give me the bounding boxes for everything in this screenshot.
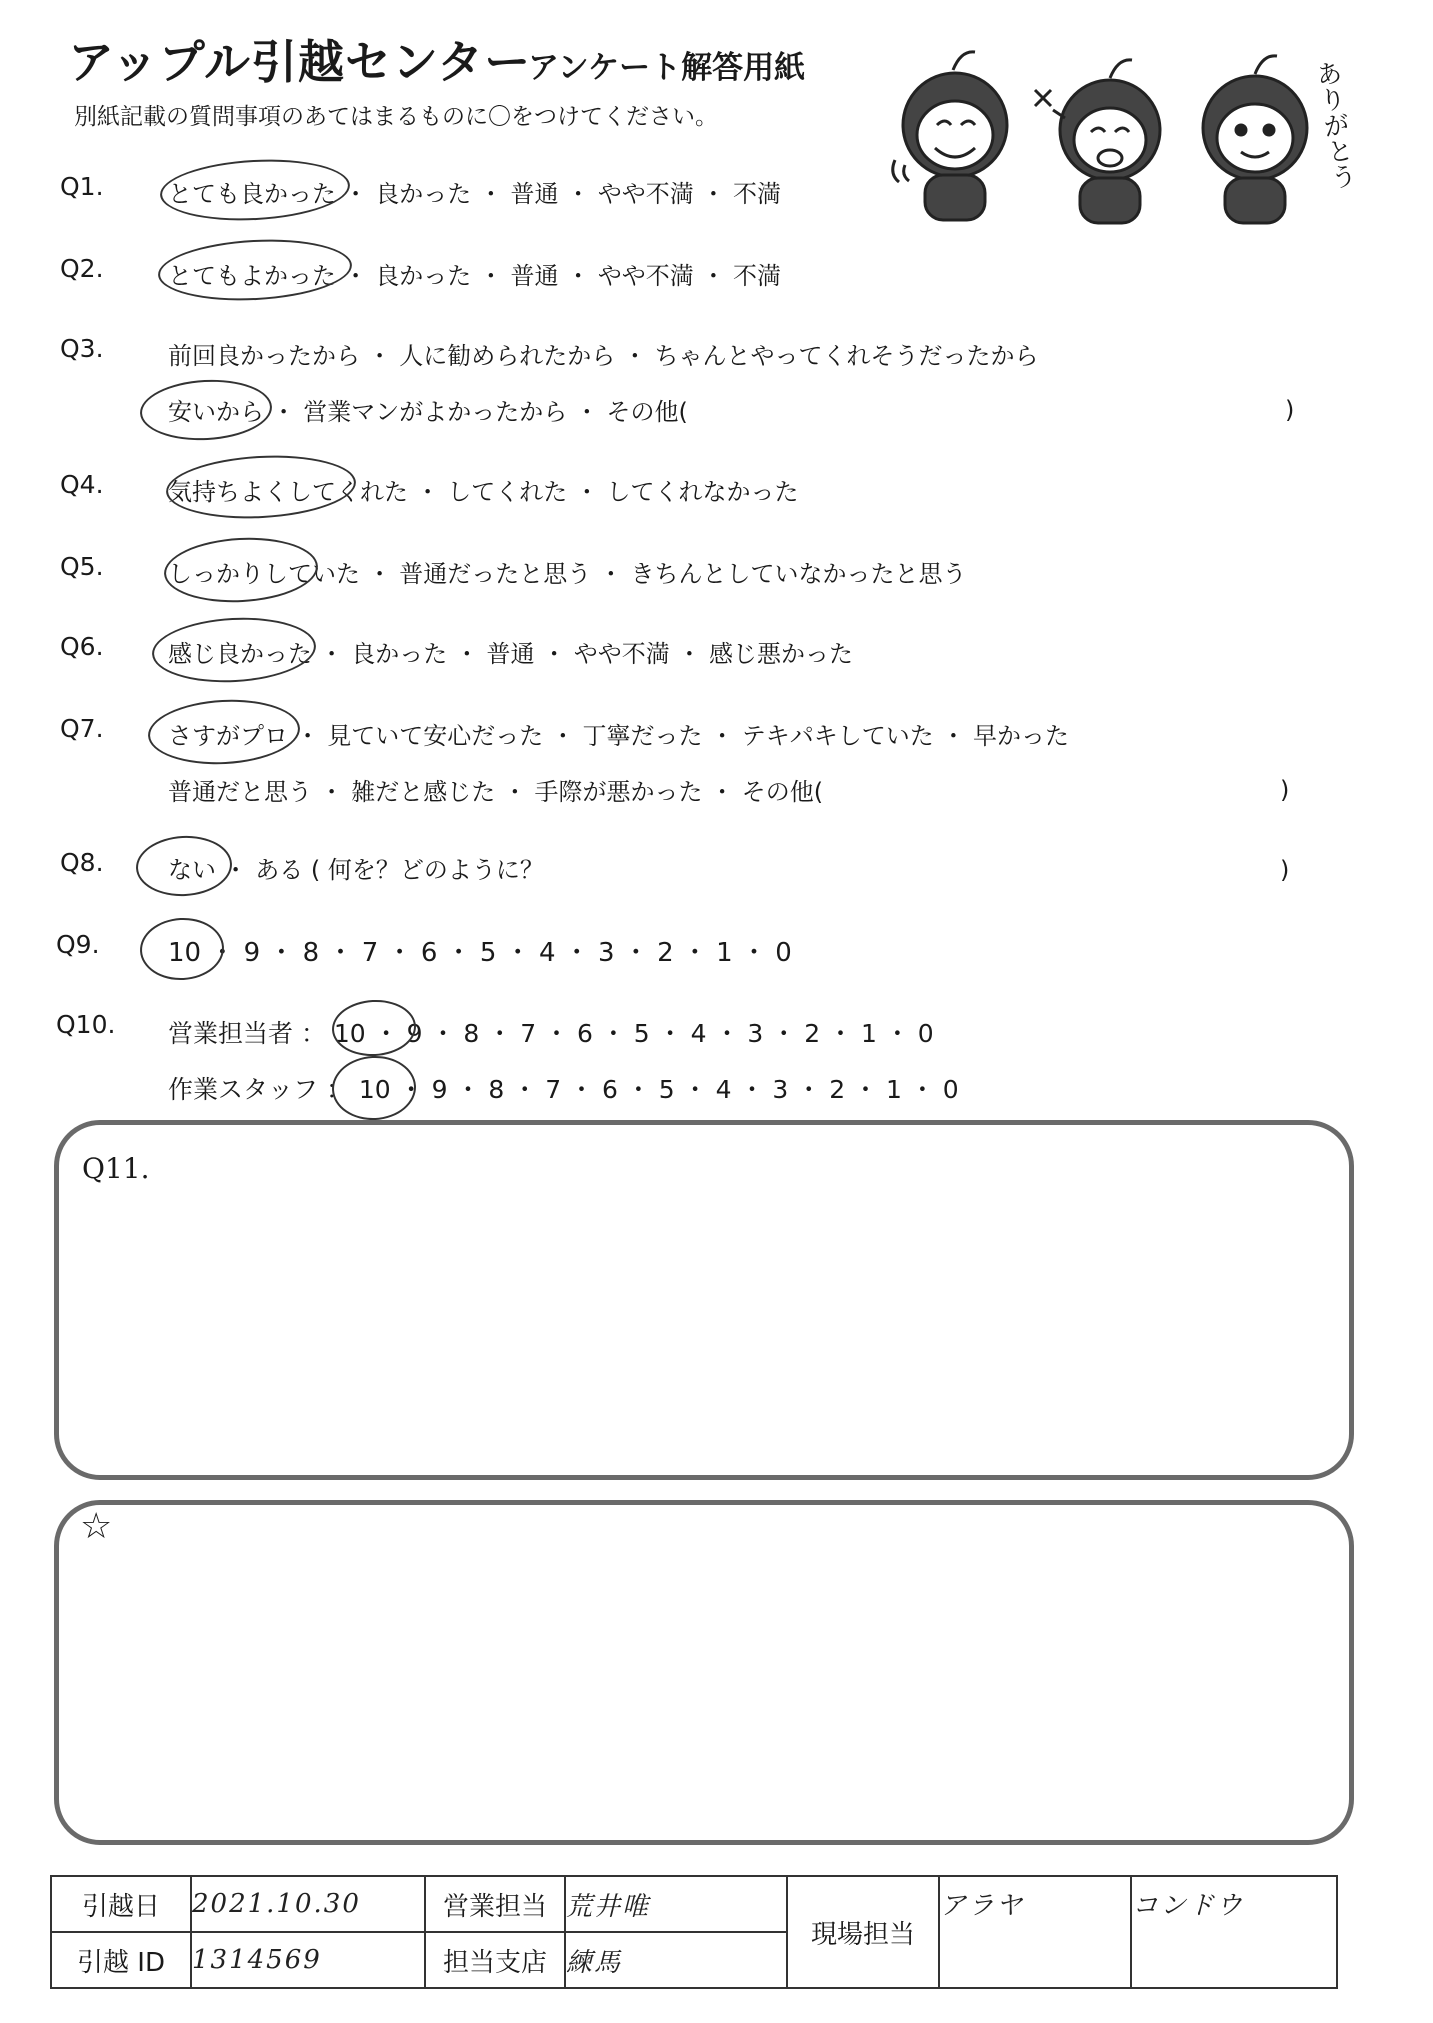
- q4-label: Q4.: [60, 470, 104, 499]
- q10-label: Q10.: [56, 1010, 116, 1039]
- q3-close-paren: ): [1285, 396, 1295, 424]
- q8-close-paren: ): [1280, 856, 1290, 884]
- branch-label: 担当支店: [425, 1932, 565, 1988]
- form-subtitle: アンケート解答用紙: [528, 50, 806, 86]
- q4-options: 気持ちよくしてくれた ・ してくれた ・ してくれなかった: [168, 478, 799, 506]
- answer-circle-q8: [134, 834, 233, 899]
- q7-close-paren: ): [1280, 776, 1290, 804]
- q3-options-line1: 前回良かったから ・ 人に勧められたから ・ ちゃんとやってくれそうだったから: [168, 342, 1039, 370]
- answer-circle-q2: [157, 235, 354, 305]
- answer-circle-q1: [159, 155, 352, 225]
- instruction-text: 別紙記載の質問事項のあてはまるものに〇をつけてください。: [74, 104, 718, 130]
- branch-name: 練馬: [565, 1932, 787, 1988]
- answer-circle-q9: [138, 916, 225, 982]
- q11-comment-box: [54, 1120, 1354, 1480]
- moving-date-label: 引越日: [51, 1876, 191, 1932]
- q10-staff-options: 作業スタッフ ： 10 ・ 9 ・ 8 ・ 7 ・ 6 ・ 5 ・ 4 ・ 3 ・ 2 ・ 1 ・ 0: [168, 1075, 959, 1104]
- site-staff-2: コンドウ: [1131, 1876, 1337, 1988]
- answer-circle-q3: [139, 377, 274, 444]
- footer-info-table: [50, 1875, 1338, 1989]
- mascot-caption: ありがとう: [1310, 58, 1358, 192]
- q5-options: しっかりしていた ・ 普通だったと思う ・ きちんとしていなかったと思う: [168, 560, 967, 588]
- q11-label: Q11.: [82, 1152, 150, 1185]
- answer-circle-q4: [165, 451, 358, 523]
- q5-label: Q5.: [60, 552, 104, 581]
- q9-options: 10 ・ 9 ・ 8 ・ 7 ・ 6 ・ 5 ・ 4 ・ 3 ・ 2 ・ 1 ・ 0: [168, 938, 792, 968]
- q1-label: Q1.: [60, 172, 104, 201]
- q6-label: Q6.: [60, 632, 104, 661]
- q8-label: Q8.: [60, 848, 104, 877]
- answer-circle-q7: [146, 696, 301, 768]
- q9-label: Q9.: [56, 930, 100, 959]
- q1-options: とても良かった ・ 良かった ・ 普通 ・ やや不満 ・ 不満: [168, 180, 782, 208]
- company-title: アップル引越センター: [68, 35, 532, 89]
- q7-options-line2: 普通だと思う ・ 雑だと感じた ・ 手際が悪かった ・ その他(: [168, 778, 824, 806]
- q3-options-line2: 安いから ・ 営業マンがよかったから ・ その他(: [168, 398, 688, 426]
- q6-options: 感じ良かった ・ 良かった ・ 普通 ・ やや不満 ・ 感じ悪かった: [168, 640, 854, 668]
- answer-circle-q6: [150, 614, 317, 686]
- q8-options: ない ・ ある ( 何を？どのように？: [168, 856, 544, 884]
- q10-sales-options: 営業担当者 ： 10 ・ 9 ・ 8 ・ 7 ・ 6 ・ 5 ・ 4 ・ 3 ・ 2 ・ 1 ・ 0: [168, 1019, 934, 1048]
- q7-label: Q7.: [60, 714, 104, 743]
- star-label: ☆: [80, 1506, 113, 1547]
- site-staff-1: アラヤ: [939, 1876, 1131, 1988]
- sales-rep-label: 営業担当: [425, 1876, 565, 1932]
- moving-id-value: 1314569: [191, 1932, 425, 1988]
- q3-label: Q3.: [60, 334, 104, 363]
- q2-label: Q2.: [60, 254, 104, 283]
- moving-date-value: 2021.10.30: [191, 1876, 425, 1932]
- sales-rep-name: 荒井唯: [565, 1876, 787, 1932]
- monkey-mascots-illustration: [885, 40, 1355, 230]
- star-comment-box: [54, 1500, 1354, 1845]
- site-staff-label: 現場担当: [787, 1876, 939, 1988]
- answer-circle-q10-staff: [330, 1054, 417, 1122]
- moving-id-label: 引越 ID: [51, 1932, 191, 1988]
- q7-options-line1: さすがプロ ・ 見ていて安心だった ・ 丁寧だった ・ テキパキしていた ・ 早かった: [168, 722, 1070, 750]
- answer-circle-q5: [162, 534, 319, 606]
- q2-options: とてもよかった ・ 良かった ・ 普通 ・ やや不満 ・ 不満: [168, 262, 782, 290]
